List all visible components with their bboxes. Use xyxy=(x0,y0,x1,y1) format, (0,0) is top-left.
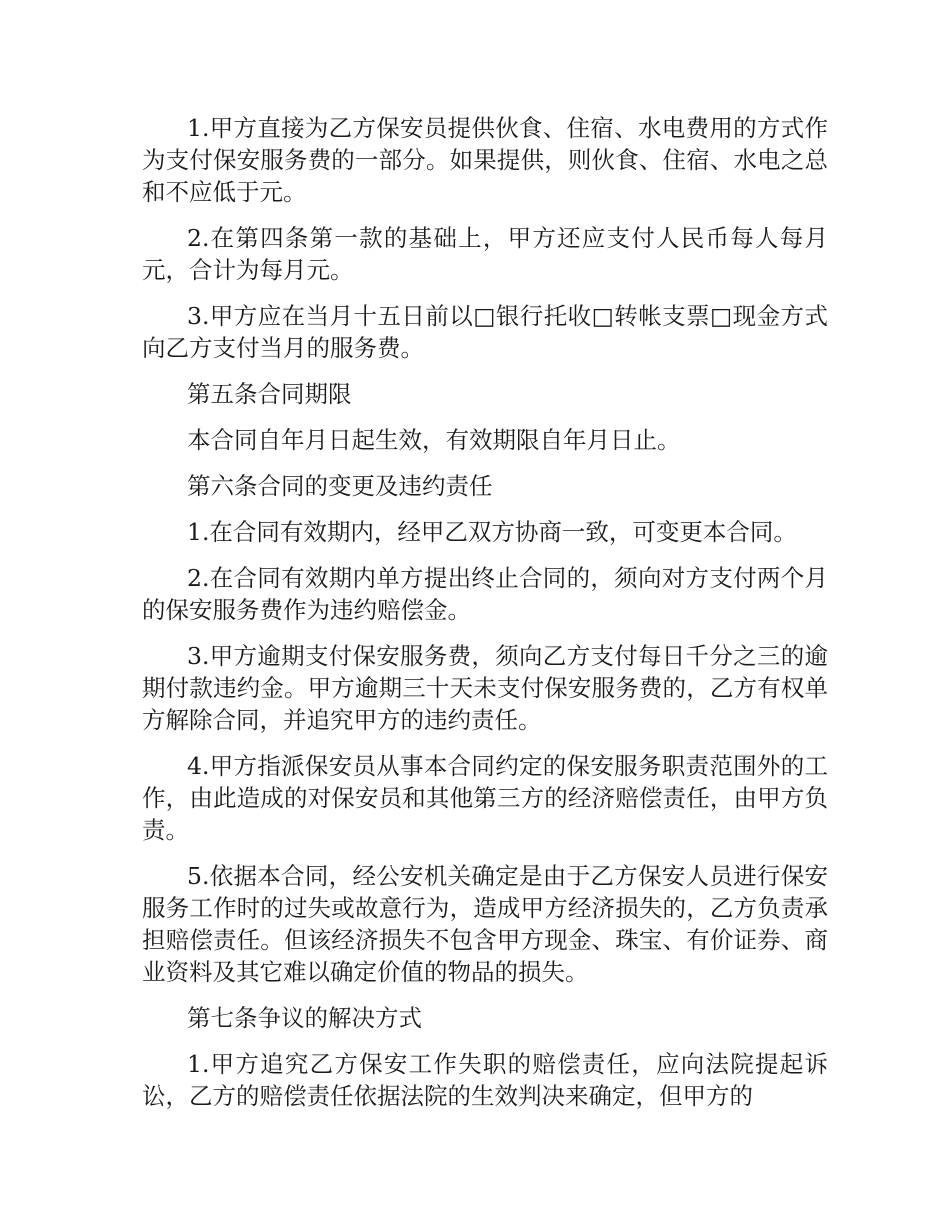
clause-paragraph: 4.甲方指派保安员从事本合同约定的保安服务职责范围外的工作，由此造成的对保安员和其他第三方的经济赔偿责任，由甲方负责。 xyxy=(142,752,828,844)
clause-paragraph: 3.甲方逾期支付保安服务费，须向乙方支付每日千分之三的逾期付款违约金。甲方逾期三十天未支付保安服务费的，乙方有权单方解除合同，并追究甲方的违约责任。 xyxy=(142,642,828,734)
clause-paragraph: 1.在合同有效期内，经甲乙双方协商一致，可变更本合同。 xyxy=(187,518,797,546)
clause-paragraph: 2.在第四条第一款的基础上，甲方还应支付人民币每人每月元，合计为每月元。 xyxy=(142,224,828,284)
section-heading: 第五条合同期限 xyxy=(187,380,352,408)
clause-paragraph: 2.在合同有效期内单方提出终止合同的，须向对方支付两个月的保安服务费作为违约赔偿金。 xyxy=(142,564,828,624)
clause-paragraph: 本合同自年月日起生效，有效期限自年月日止。 xyxy=(187,426,681,454)
clause-paragraph: 5.依据本合同，经公安机关确定是由于乙方保安人员进行保安服务工作时的过失或故意行为，造成甲方经济损失的，乙方负责承担赔偿责任。但该经济损失不包含甲方现金、珠宝、有价证券、商业资料及其它难以确定价值的物品的损失。 xyxy=(142,862,828,986)
clause-paragraph: 1.甲方追究乙方保安工作失职的赔偿责任，应向法院提起诉讼，乙方的赔偿责任依据法院的生效判决来确定，但甲方的 xyxy=(142,1050,828,1110)
section-heading: 第六条合同的变更及违约责任 xyxy=(187,472,493,500)
section-heading: 第七条争议的解决方式 xyxy=(187,1004,422,1032)
clause-paragraph: 3.甲方应在当月十五日前以□银行托收□转帐支票□现金方式向乙方支付当月的服务费。 xyxy=(142,302,828,362)
clause-paragraph: 1.甲方直接为乙方保安员提供伙食、住宿、水电费用的方式作为支付保安服务费的一部分。如果提供，则伙食、住宿、水电之总和不应低于元。 xyxy=(142,114,828,206)
document-page xyxy=(142,112,828,1126)
